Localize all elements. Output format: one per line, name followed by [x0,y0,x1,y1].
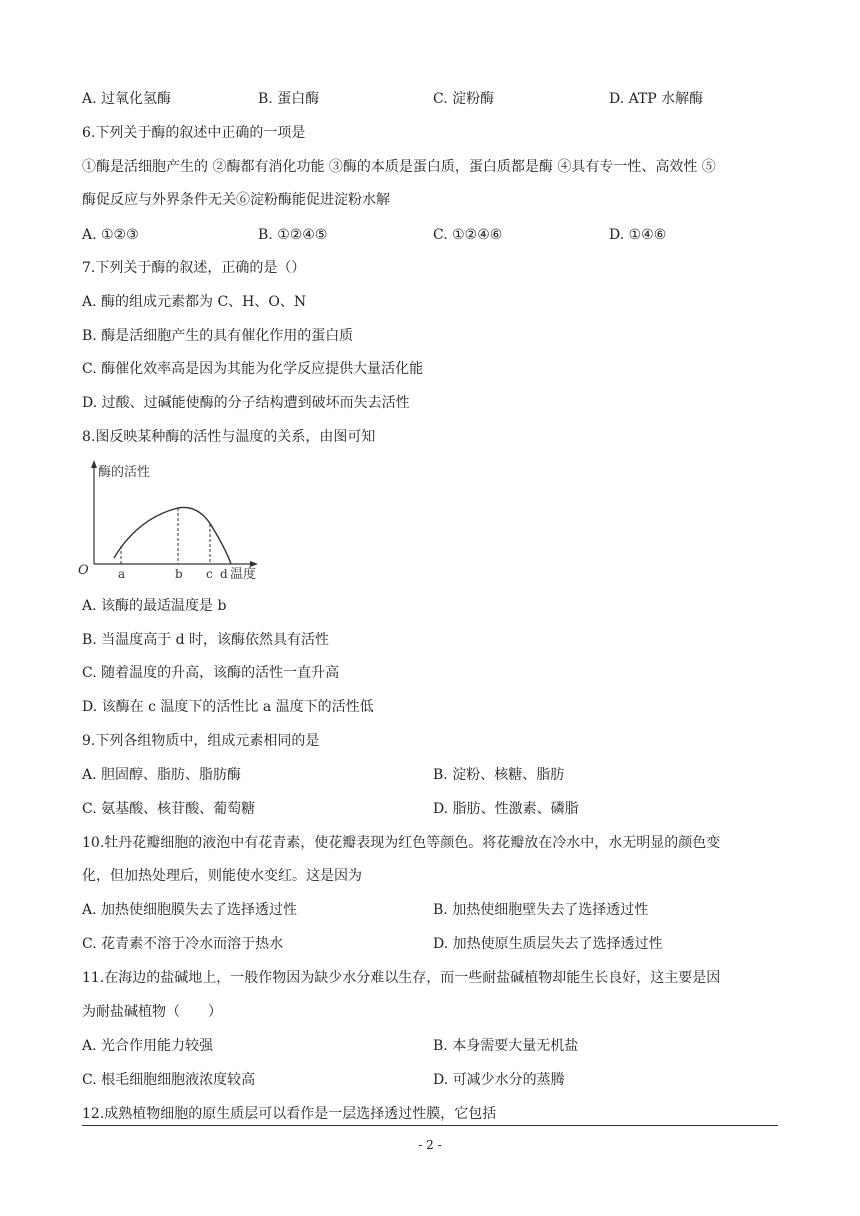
q10-option-d: D. 加热使原生质层失去了选择透过性 [433,936,663,952]
q6-option-b: B. ①②④⑤ [258,227,328,243]
enzyme-temperature-graph [76,458,276,586]
q7-option-a: A. 酶的组成元素都为 C、H、O、N [82,294,307,310]
page-number: - 2 - [418,1138,442,1152]
q8-option-b: B. 当温度高于 d 时，该酶依然具有活性 [82,632,330,648]
q5-option-a: A. 过氧化氢酶 [82,91,172,107]
origin-label: O [78,563,89,578]
activity-curve [114,507,231,564]
q11-option-c: C. 根毛细胞细胞液浓度较高 [82,1072,256,1088]
q6-stem: 6.下列关于酶的叙述中正确的一项是 [82,125,306,141]
tick-c: c [206,567,213,581]
q12-stem: 12.成熟植物细胞的原生质层可以看作是一层选择透过性膜，它包括 [82,1106,497,1122]
q9-option-b: B. 淀粉、核糖、脂肪 [433,767,565,783]
q8-stem: 8.图反映某种酶的活性与温度的关系，由图可知 [82,429,376,445]
q7-option-b: B. 酶是活细胞产生的具有催化作用的蛋白质 [82,328,354,344]
q7-stem: 7.下列关于酶的叙述，正确的是（） [82,260,306,276]
y-axis-arrow-icon [91,460,97,468]
q11-stem-line2: 为耐盐碱植物（ ） [82,1004,222,1020]
q8-option-a: A. 该酶的最适温度是 b [82,598,227,614]
q6-statements-line2: 酶促反应与外界条件无关⑥淀粉酶能促进淀粉水解 [82,192,390,208]
q8-option-c: C. 随着温度的升高，该酶的活性一直升高 [82,665,340,681]
q6-statements-line1: ①酶是活细胞产生的 ②酶都有消化功能 ③酶的本质是蛋白质，蛋白质都是酶 ④具有专一性、高效性 ⑤ [82,159,716,175]
q9-option-d: D. 脂肪、性激素、磷脂 [433,801,579,817]
q7-option-c: C. 酶催化效率高是因为其能为化学反应提供大量活化能 [82,361,424,377]
q11-option-b: B. 本身需要大量无机盐 [433,1038,579,1054]
q11-option-d: D. 可减少水分的蒸腾 [433,1072,565,1088]
tick-a: a [118,567,126,581]
q7-option-d: D. 过酸、过碱能使酶的分子结构遭到破坏而失去活性 [82,395,410,411]
y-axis-label: 酶的活性 [98,465,151,480]
q10-option-b: B. 加热使细胞壁失去了选择透过性 [433,902,649,918]
q11-stem-line1: 11.在海边的盐碱地上，一般作物因为缺少水分难以生存，而一些耐盐碱植物却能生长良好，这主要是因 [82,970,721,986]
tick-d: d [220,567,228,581]
q6-option-d: D. ①④⑥ [609,227,667,243]
q9-option-c: C. 氨基酸、核苷酸、葡萄糖 [82,801,256,817]
q5-option-c: C. 淀粉酶 [433,91,495,107]
q10-stem-line2: 化，但加热处理后，则能使水变红。这是因为 [82,868,362,884]
q6-option-c: C. ①②④⑥ [433,227,503,243]
q9-option-a: A. 胆固醇、脂肪、脂肪酶 [82,767,242,783]
q9-stem: 9.下列各组物质中，组成元素相同的是 [82,733,320,749]
q8-option-d: D. 该酶在 c 温度下的活性比 a 温度下的活性低 [82,699,374,715]
q10-option-c: C. 花青素不溶于冷水而溶于热水 [82,936,284,952]
q11-option-a: A. 光合作用能力较强 [82,1038,214,1054]
x-axis-label: 温度 [230,567,257,582]
q6-option-a: A. ①②③ [82,227,139,243]
q5-option-b: B. 蛋白酶 [258,91,320,107]
q10-option-a: A. 加热使细胞膜失去了选择透过性 [82,902,298,918]
q5-option-d: D. ATP 水解酶 [609,91,704,107]
tick-b: b [175,567,183,581]
q10-stem-line1: 10.牡丹花瓣细胞的液泡中有花青素，使花瓣表现为红色等颜色。将花瓣放在冷水中，水无明显的颜色变 [82,835,721,851]
footer-divider [82,1125,778,1126]
